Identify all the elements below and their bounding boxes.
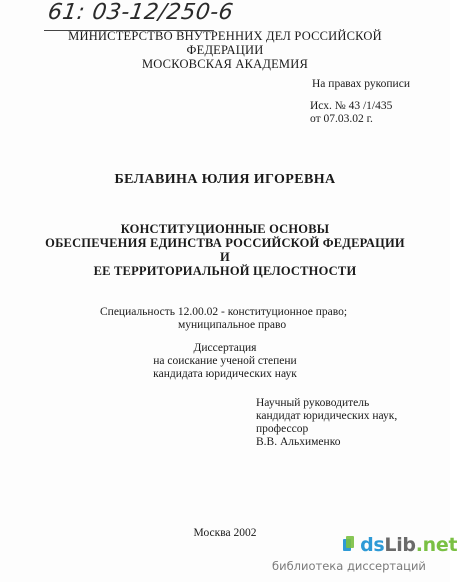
title-line-1: КОНСТИТУЦИОННЫЕ ОСНОВЫ [120,222,330,236]
ministry-header [60,29,390,71]
handwritten-archive-code: 61: 03-12/250-6 [46,0,235,25]
degree-line-2: на соискание ученой степени [153,355,297,367]
specialty-line-2: муниципальное право [178,319,287,331]
dissertation-degree-block [110,342,340,381]
author-name: БЕЛАВИНА ЮЛИЯ ИГОРЕВНА [114,172,336,187]
books-icon [343,536,355,552]
ministry-line-2: МОСКОВСКАЯ АКАДЕМИЯ [141,57,309,71]
specialty-line-1: Специальность 12.00.02 - конституционное право; [100,306,348,318]
rights-note: На правах рукописи [312,78,410,90]
watermark-logo-text: dsLib.net [360,534,457,556]
supervisor-line-4: В.В. Альхименко [256,436,341,448]
degree-line-1: Диссертация [193,342,257,354]
title-line-3: ЕЕ ТЕРРИТОРИАЛЬНОЙ ЦЕЛОСТНОСТИ [93,264,357,278]
supervisor-line-1: Научный руководитель [256,397,370,409]
reference-date: от 07.03.02 г. [310,113,373,125]
specialty-block [100,306,347,332]
dslib-watermark-logo [343,534,457,556]
degree-line-3: кандидата юридических наук [153,368,297,380]
dissertation-title [40,222,410,278]
title-line-2: ОБЕСПЕЧЕНИЯ ЕДИНСТВА РОССИЙСКОЙ ФЕДЕРАЦИИ И [45,236,405,264]
watermark-subtitle: библиотека диссертаций [272,559,426,573]
city-year: Москва 2002 [193,527,257,539]
supervisor-line-2: кандидат юридических наук, [256,410,398,422]
ministry-line-1: МИНИСТЕРСТВО ВНУТРЕННИХ ДЕЛ РОССИЙСКОЙ ФЕДЕРАЦИИ [68,29,382,57]
reference-number: Исх. № 43 /1/435 [310,100,393,112]
reference-block [310,100,392,126]
supervisor-line-3: профессор [256,423,309,435]
supervisor-block [256,397,397,449]
